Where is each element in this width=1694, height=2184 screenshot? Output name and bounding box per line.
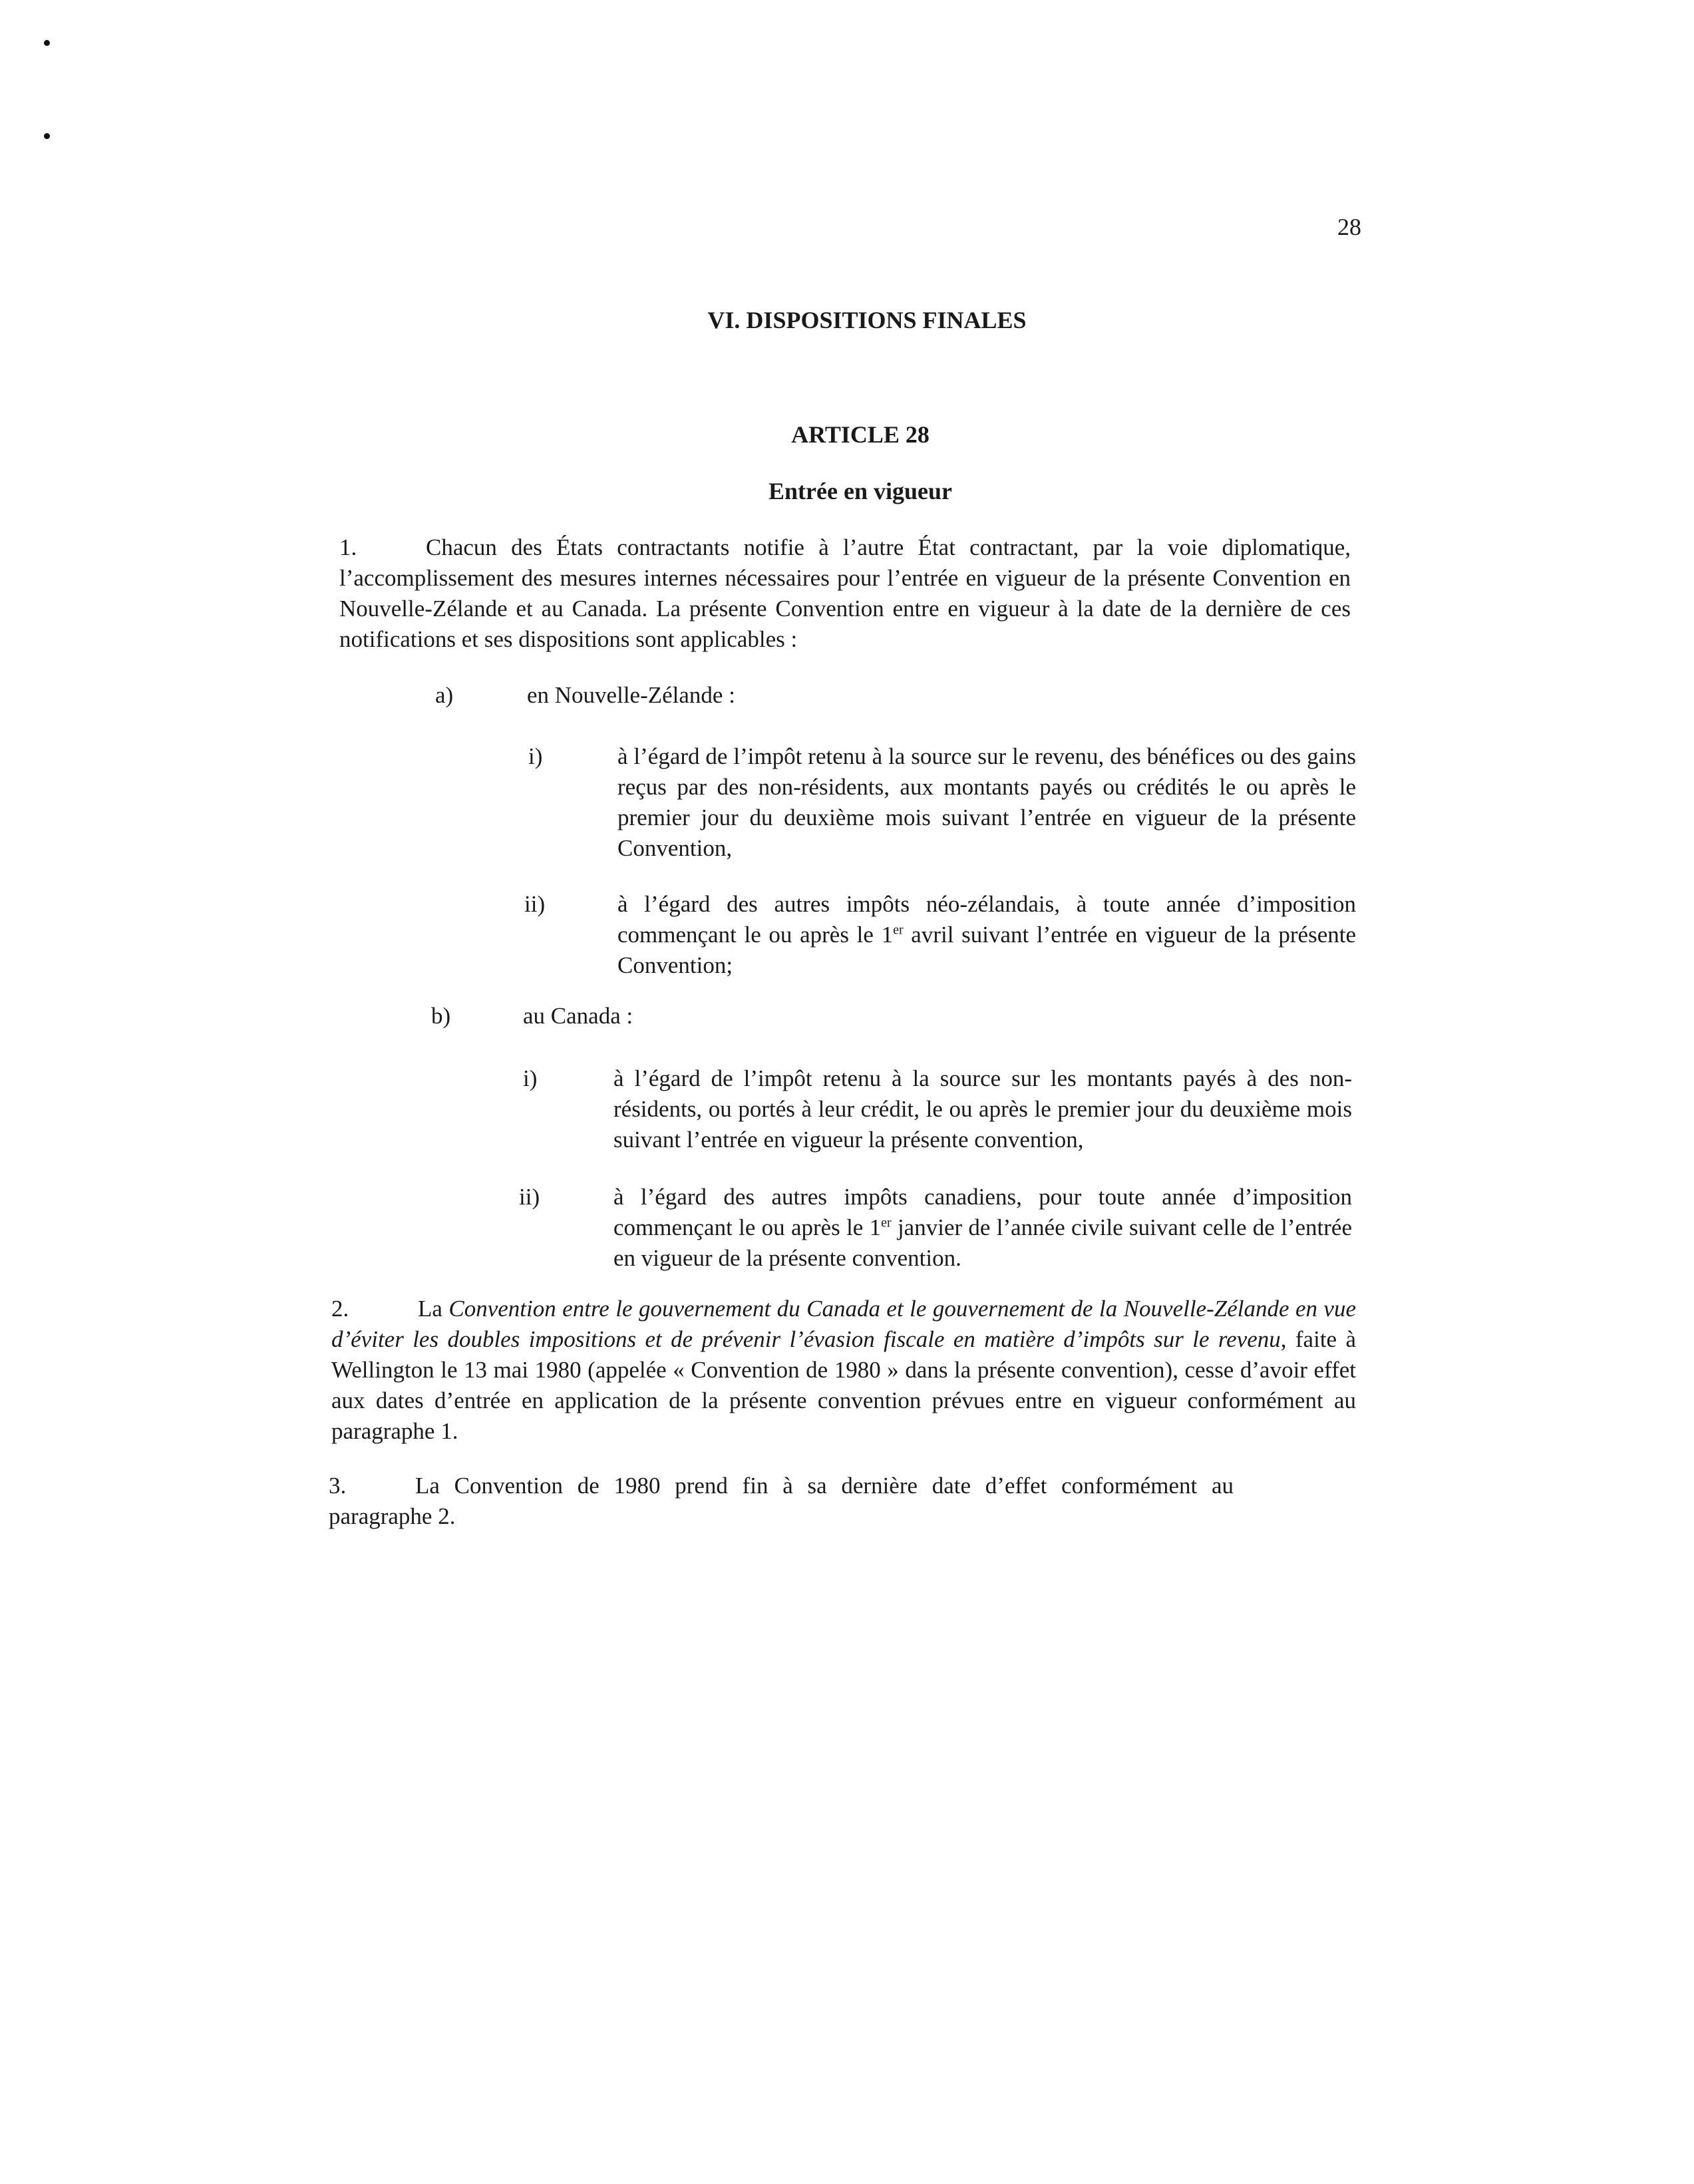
convention-title: Convention entre le gouvernement du Canada et le gouvernement de la Nouvelle-Zélande en vue d’éviter les doubles impositions et de prévenir l’évasion fiscale en matière d’impôts sur le revenu [331, 1296, 1356, 1352]
scan-mark [44, 133, 50, 139]
article-title: ARTICLE 28 [791, 421, 930, 448]
paragraph-1 [339, 532, 1351, 655]
item-a-text: en Nouvelle-Zélande : [527, 682, 735, 708]
item-a-ii-text-part: avril suivant l’entrée en vigueur de la présente Convention; [617, 922, 1356, 978]
item-b-i-label: i) [523, 1065, 538, 1091]
item-a-i-label: i) [528, 743, 543, 769]
item-b-ii-text-part: janvier de l’année civile suivant celle de l’entrée en vigueur de la présente convention. [613, 1214, 1352, 1271]
item-a-label: a) [435, 682, 454, 708]
item-b-text: au Canada : [523, 1003, 633, 1029]
paragraph-3 [329, 1471, 1234, 1532]
paragraph-text: La Convention de 1980 prend fin à sa dernière date d’effet conformément au paragraphe 2. [329, 1473, 1234, 1529]
paragraph-text: Chacun des États contractants notifie à l’autre État contractant, par la voie diplomatique, l’accomplissement des mesures internes nécessaires pour l’entrée en vigueur de la présente Convention en Nouvelle-Zélande et au Canada. La présente Convention entre en vigueur à la date de la dernière de ces notifications et ses dispositions sont applicables : [339, 534, 1351, 652]
item-a-i-text: à l’égard de l’impôt retenu à la source sur le revenu, des bénéfices ou des gains reçus par des non-résidents, aux montants payés ou crédités le ou après le premier jour du deuxième mois suivant l’entrée en vigueur de la présente Convention, [617, 743, 1356, 861]
item-b-i-text: à l’égard de l’impôt retenu à la source sur les montants payés à des non-résidents, ou portés à leur crédit, le ou après le premier jour du deuxième mois suivant l’entrée en vigueur la présente convention, [613, 1065, 1352, 1153]
item-a-ii-text [617, 889, 1356, 981]
item-b-ii-text [613, 1182, 1352, 1274]
scan-mark [44, 40, 50, 46]
page-number: 28 [1337, 214, 1361, 240]
paragraph-number: 2. [331, 1296, 349, 1322]
paragraph-number: 1. [339, 534, 357, 560]
item-a-ii-text-part: à l’égard des autres impôts néo-zélandais, à toute année d’imposition commençant le ou après le 1 [617, 891, 1356, 948]
paragraph-number: 3. [329, 1473, 347, 1499]
paragraph-text: La [418, 1296, 449, 1322]
item-b-label: b) [431, 1003, 451, 1029]
paragraph-2 [331, 1294, 1356, 1447]
paragraph-text: , faite à Wellington le 13 mai 1980 (appelée « Convention de 1980 » dans la présente convention), cesse d’avoir effet aux dates d’entrée en application de la présente convention prévues entre en vigueur conformément au paragraphe 1. [331, 1326, 1356, 1444]
item-b-ii-text-part: à l’égard des autres impôts canadiens, pour toute année d’imposition commençant le ou après le 1 [613, 1184, 1352, 1240]
section-title: VI. DISPOSITIONS FINALES [707, 307, 1027, 333]
superscript: er [881, 1215, 892, 1230]
article-subtitle: Entrée en vigueur [768, 478, 952, 504]
superscript: er [893, 922, 904, 938]
item-b-ii-label: ii) [519, 1184, 540, 1210]
item-a-ii-label: ii) [524, 891, 546, 917]
